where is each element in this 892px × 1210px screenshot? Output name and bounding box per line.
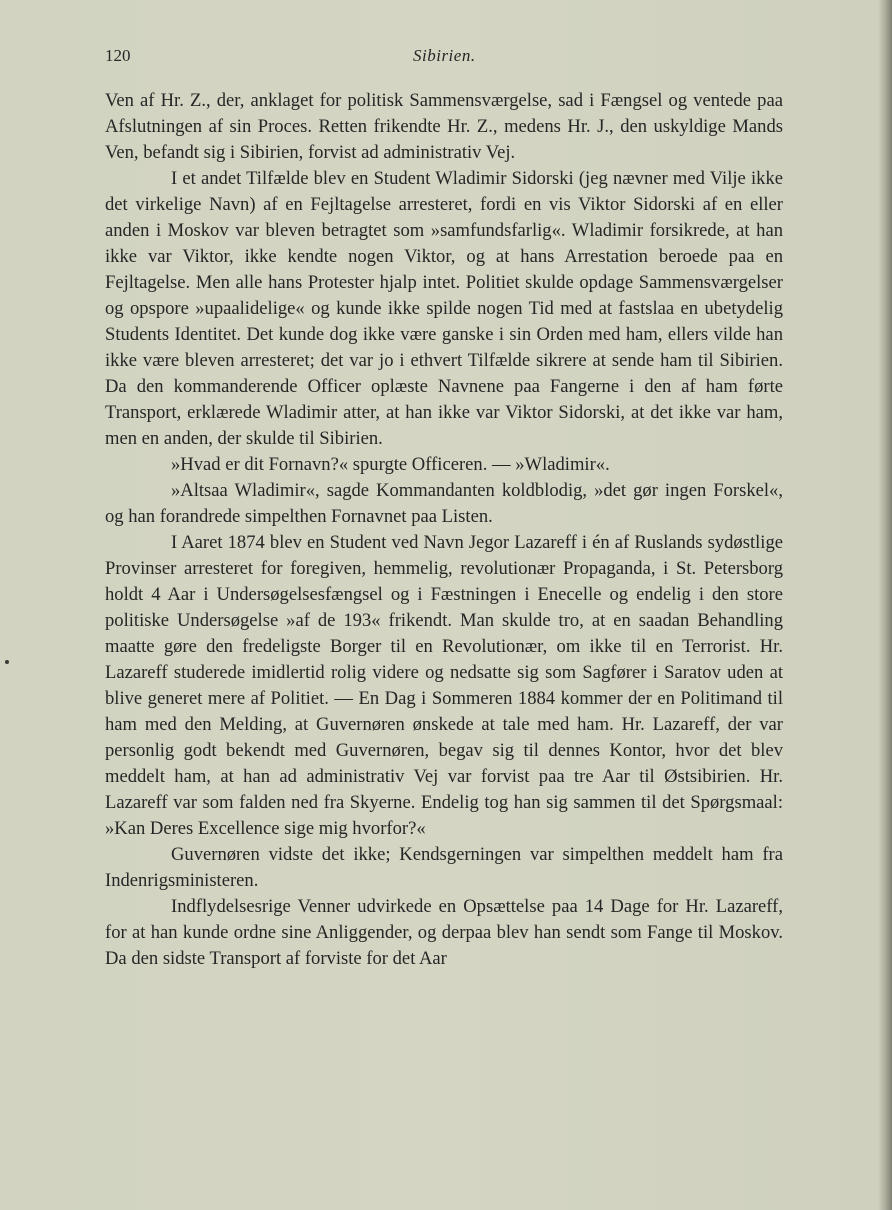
running-title: Sibirien. <box>413 46 476 65</box>
paragraph: Ven af Hr. Z., der, anklaget for politisk Sammensværgelse, sad i Fængsel og ventede paa Afslutningen af sin Proces. Retten frikendte Hr. Z., medens Hr. J., den uskyldige Mands Ven, befandt sig i Sibirien, forvist ad administrativ Vej. <box>105 90 783 163</box>
paragraph: »Hvad er dit Fornavn?« spurgte Officeren. — »Wladimir«. <box>171 454 610 475</box>
paragraph: I et andet Tilfælde blev en Student Wladimir Sidorski (jeg nævner med Vilje ikke det virkelige Navn) af en Fejltagelse arresteret, fordi en vis Viktor Sidorski af en eller anden i Moskov var bleven betragtet som »samfundsfarlig«. Wladimir forsikrede, at han ikke var Viktor, ikke kendte nogen Viktor, og at hans Arrestation beroede paa en Fejltagelse. Men alle hans Protester hjalp intet. Politiet skulde opdage Sammensværgelser og opspore »upaalidelige« og kunde ikke spilde nogen Tid med at fastslaa en ubetydelig Students Identitet. Det kunde dog ikke være ganske i sin Orden med ham, ellers vilde han ikke være bleven arresteret; det var jo i ethvert Tilfælde sikrere at sende ham til Sibirien. Da den kommanderende Officer oplæste Navnene paa Fangerne i den af ham førte Transport, erklærede Wladimir atter, at han ikke var Viktor Sidorski, at det ikke var ham, men en anden, der skulde til Sibirien. <box>105 168 783 449</box>
paragraph: Indflydelsesrige Venner udvirkede en Opsættelse paa 14 Dage for Hr. Lazareff, for at han kunde ordne sine Anliggender, og derpaa blev han sendt som Fange til Moskov. Da den sidste Transport af forviste for det Aar <box>105 896 783 969</box>
page-number: 120 <box>105 46 131 65</box>
paragraph: Guvernøren vidste det ikke; Kendsgerningen var simpelthen meddelt ham fra Indenrigsministeren. <box>105 844 783 891</box>
paragraph: »Altsaa Wladimir«, sagde Kommandanten koldblodig, »det gør ingen Forskel«, og han forandrede simpelthen Fornavnet paa Listen. <box>105 480 783 527</box>
paragraph: I Aaret 1874 blev en Student ved Navn Jegor Lazareff i én af Ruslands sydøstlige Provinser arresteret for foregiven, hemmelig, revolutionær Propaganda, i St. Petersborg holdt 4 Aar i Undersøgelsesfængsel og i Fæstningen i Enecelle og endelig i den store politiske Undersøgelse »af de 193« frikendt. Man skulde tro, at en saadan Behandling maatte gøre den fredeligste Borger til en Revolutionær, om ikke til en Terrorist. Hr. Lazareff studerede imidlertid rolig videre og nedsatte sig som Sagfører i Saratov uden at blive generet mere af Politiet. — En Dag i Sommeren 1884 kommer der en Politimand til ham med den Melding, at Guvernøren ønskede at tale med ham. Hr. Lazareff, der var personlig godt bekendt med Guvernøren, begav sig til dennes Kontor, hvor det blev meddelt ham, at han ad administrativ Vej var forvist paa tre Aar til Østsibirien. Hr. Lazareff var som falden ned fra Skyerne. Endelig tog han sig sammen til det Spørgsmaal: »Kan Deres Excellence sige mig hvorfor?« <box>105 532 783 839</box>
page-edge-shadow <box>878 0 892 1210</box>
page-header <box>105 46 785 70</box>
body-text <box>105 88 783 972</box>
margin-mark <box>5 660 9 664</box>
